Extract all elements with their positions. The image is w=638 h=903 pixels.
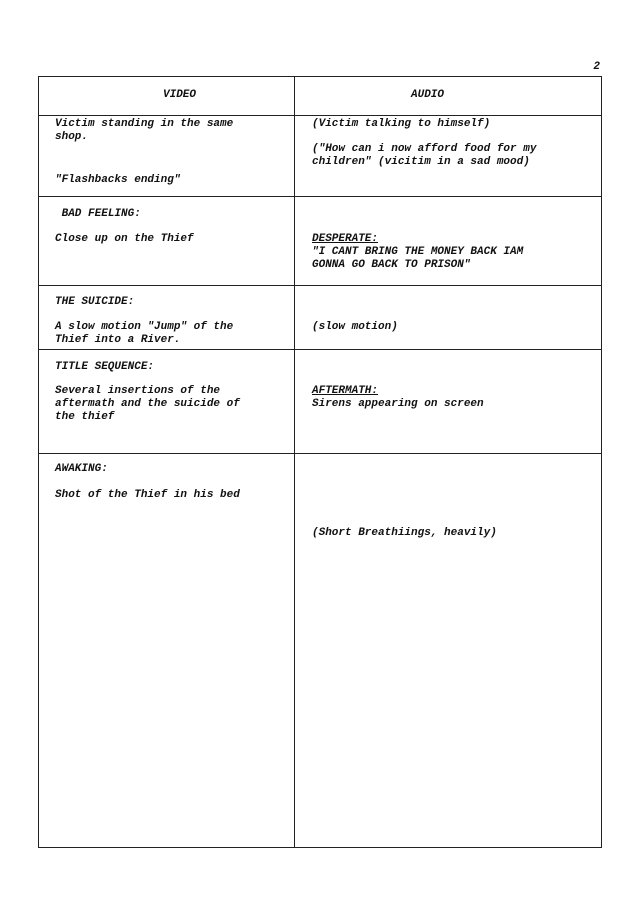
row-divider	[39, 285, 601, 286]
row-divider	[39, 196, 601, 197]
row3-video-heading: THE SUICIDE:	[55, 296, 135, 308]
row5-video-heading: AWAKING:	[55, 463, 108, 475]
row1-video-note: "Flashbacks ending"	[55, 174, 181, 186]
audio-column-header: AUDIO	[411, 89, 445, 101]
row1-audio-dialogue: ("How can i now afford food for my children" (vicitim in a sad mood)	[312, 143, 537, 168]
row2-audio-heading: DESPERATE:	[312, 233, 379, 245]
script-table	[38, 76, 602, 848]
row3-video-shot: A slow motion "Jump" of the Thief into a River.	[55, 321, 234, 346]
video-column-header: VIDEO	[163, 89, 197, 101]
row1-video-shot: Victim standing in the same shop.	[55, 118, 234, 143]
row5-video-shot: Shot of the Thief in his bed	[55, 489, 240, 501]
row4-video-shot: Several insertions of the aftermath and the suicide of the thief	[55, 385, 240, 423]
row2-video-heading: BAD FEELING:	[55, 208, 141, 220]
row4-audio-direction: Sirens appearing on screen	[312, 398, 484, 410]
row3-audio-direction: (slow motion)	[312, 321, 398, 333]
row5-audio-direction: (Short Breathiings, heavily)	[312, 527, 497, 539]
row1-audio-direction: (Victim talking to himself)	[312, 118, 491, 130]
row4-video-heading: TITLE SEQUENCE:	[55, 361, 155, 373]
row-divider	[39, 453, 601, 454]
column-divider	[294, 77, 295, 847]
row2-video-shot: Close up on the Thief	[55, 233, 194, 245]
row4-audio-heading: AFTERMATH:	[312, 385, 379, 397]
row-divider	[39, 115, 601, 116]
row-divider	[39, 349, 601, 350]
row2-audio-dialogue: "I CANT BRING THE MONEY BACK IAM GONNA GO BACK TO PRISON"	[312, 246, 524, 271]
page-number: 2	[593, 61, 600, 73]
